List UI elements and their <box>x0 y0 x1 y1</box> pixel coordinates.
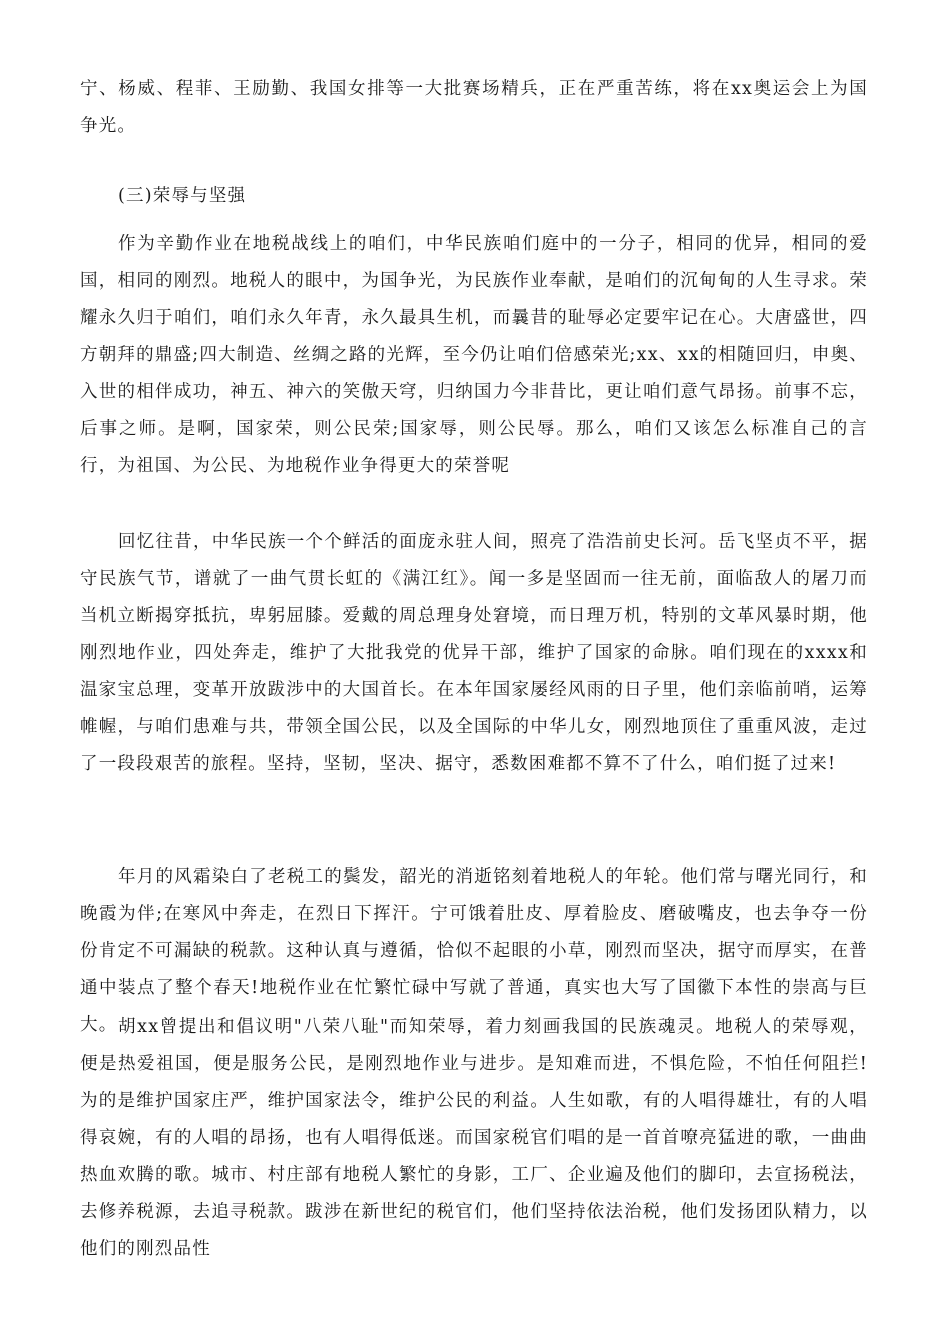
paragraph-tax-workers: 年月的风霜染白了老税工的鬓发，韶光的消逝铭刻着地税人的年轮。他们常与曙光同行，和晚霞为伴;在寒风中奔走，在烈日下挥汗。宁可饿着肚皮、厚着脸皮、磨破嘴皮，也去争夺一份份肯定不可漏缺的税款。这种认真与遵循，恰似不起眼的小草，刚烈而坚决，据守而厚实，在普通中装点了整个春天!地税作业在忙繁忙碌中写就了普通，真实也大写了国徽下本性的崇高与巨大。 <box>80 867 868 1035</box>
paragraph-continuation: 宁、杨威、程菲、王励勤、我国女排等一大批赛场精兵，正在严重苦练，将在xx奥运会上为国争光。 <box>80 79 868 136</box>
paragraph-honor-and-strength: 作为辛勤作业在地税战线上的咱们，中华民族咱们庭中的一分子，相同的优异，相同的爱国，相同的刚烈。地税人的眼中，为国争光，为民族作业奉献，是咱们的沉甸甸的人生寻求。荣耀永久归于咱们，咱们永久年青，永久最具生机，而曩昔的耻辱必定要牢记在心。大唐盛世，四方朝拜的鼎盛;四大制造、丝绸之路的光辉，至今仍让咱们倍感荣光;xx、xx的相随回归，申奥、入世的相伴成功，神五、神六的笑傲天穹，归纳国力今非昔比，更让咱们意气昂扬。前事不忘，后事之师。是啊，国家荣，则公民荣;国家辱，则公民辱。那么，咱们又该怎么标准自己的言行，为祖国、为公民、为地税作业争得更大的荣誉呢 <box>80 234 868 476</box>
section-heading: (三)荣辱与坚强 <box>118 186 247 206</box>
paragraph-honor-disgrace-concept: 胡xx曾提出和倡议明"八荣八耻"而知荣辱，着力刻画我国的民族魂灵。地税人的荣辱观，便是热爱祖国，便是服务公民，是刚烈地作业与进步。是知难而进，不惧危险，不怕任何阻拦!为的是维护国家庄严，维护国家法令，维护公民的利益。人生如歌，有的人唱得雄壮，有的人唱得哀婉，有的人唱的昂扬，也有人唱得低迷。而国家税官们唱的是一首首嘹亮猛进的歌，一曲曲热血欢腾的歌。城市、村庄部有地税人繁忙的身影，工厂、企业遍及他们的脚印，去宣扬税法，去修养税源，去追寻税款。跋涉在新世纪的税官们，他们坚持依法治税，他们发扬团队精力，以他们的刚烈品性 <box>80 1017 868 1259</box>
paragraph-recalling-the-past: 回忆往昔，中华民族一个个鲜活的面庞永驻人间，照亮了浩浩前史长河。岳飞坚贞不平，据守民族气节，谱就了一曲气贯长虹的《满江红》。闻一多是坚固而一往无前，面临敌人的屠刀而当机立断揭穿抵抗，卑躬屈膝。爱戴的周总理身处窘境，而日理万机，特别的文革风暴时期，他刚烈地作业，四处奔走，维护了大批我党的优异干部，维护了国家的命脉。咱们现在的xxxx和温家宝总理，变革开放跋涉中的大国首长。在本年国家屡经风雨的日子里，他们亲临前哨，运筹帷幄，与咱们患难与共，带领全国公民，以及全国际的中华儿女，刚烈地顶住了重重风波，走过了一段段艰苦的旅程。坚持，坚韧，坚决、据守，悉数困难都不算不了什么，咱们挺了过来! <box>80 532 868 774</box>
